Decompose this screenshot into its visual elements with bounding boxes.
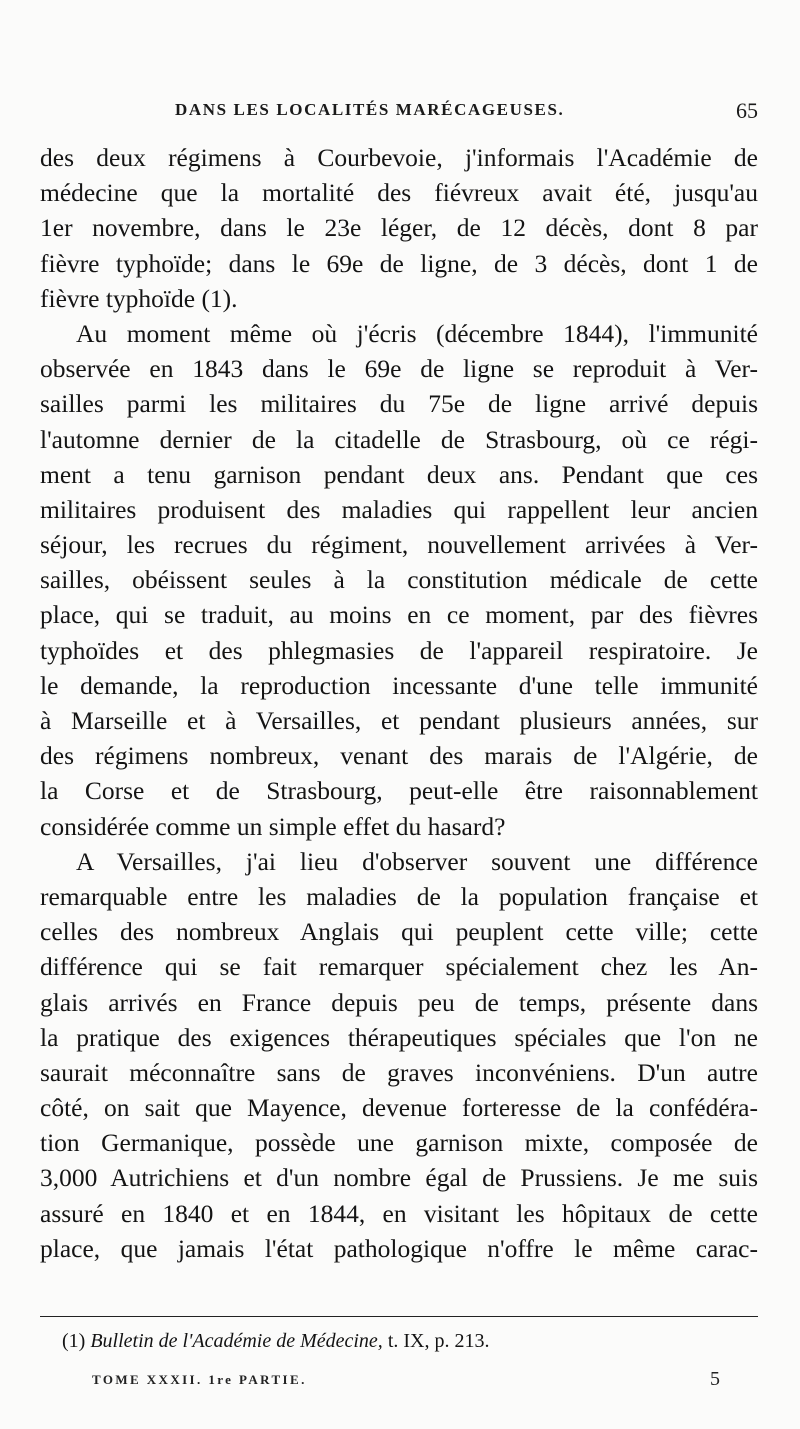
signature-line	[62, 1368, 760, 1398]
text-line: Au moment même où j'écris (décembre 1844), l'immunité	[76, 318, 758, 348]
text-line: médecine que la mortalité des fiévreux avait été, jusqu'au	[40, 178, 758, 208]
text-line: celles des nombreux Anglais qui peuplent cette ville; cette	[40, 917, 758, 947]
text-line: des deux régimens à Courbevoie, j'informais l'Académie de	[40, 143, 758, 172]
footnote-reference: t. IX, p. 213.	[387, 1330, 490, 1352]
footnote-title: Bulletin de l'Académie de Médecine,	[90, 1330, 383, 1352]
text-line: séjour, les recrues du régiment, nouvellement arrivées à Ver-	[40, 530, 758, 560]
text-line: différence qui se fait remarquer spécialement chez les An-	[40, 952, 758, 982]
text-line: militaires produisent des maladies qui rappellent leur ancien	[40, 494, 758, 524]
text-line: typhoïdes et des phlegmasies de l'appareil respiratoire. Je	[40, 635, 758, 665]
text-line: assuré en 1840 et en 1844, en visitant les hôpitaux de cette	[40, 1198, 758, 1228]
text-line: sailles parmi les militaires du 75e de ligne arrivé depuis	[40, 389, 758, 419]
text-line: 1er novembre, dans le 23e léger, de 12 décès, dont 8 par	[40, 213, 758, 243]
signature-number: 5	[710, 1368, 720, 1390]
text-line: observée en 1843 dans le 69e de ligne se reproduit à Ver-	[40, 354, 758, 384]
text-line: 3,000 Autrichiens et d'un nombre égal de Prussiens. Je me suis	[40, 1163, 758, 1193]
text-line: la pratique des exigences thérapeutiques spéciales que l'on ne	[40, 1022, 758, 1052]
text-line: la Corse et de Strasbourg, peut-elle être raisonnablement	[40, 776, 758, 806]
text-line: saurait méconnaître sans de graves inconvéniens. D'un autre	[40, 1057, 758, 1087]
text-line: fièvre typhoïde; dans le 69e de ligne, de 3 décès, dont 1 de	[40, 248, 758, 278]
text-line: A Versailles, j'ai lieu d'observer souvent une différence	[76, 846, 758, 876]
text-line: l'automne dernier de la citadelle de Strasbourg, où ce régi-	[40, 424, 758, 454]
text-line: fièvre typhoïde (1).	[40, 283, 238, 313]
footnote	[62, 1330, 489, 1353]
text-line: tion Germanique, possède une garnison mixte, composée de	[40, 1128, 758, 1158]
running-head	[40, 100, 760, 130]
text-line: le demande, la reproduction incessante d'une telle immunité	[40, 670, 758, 700]
text-line: ment a tenu garnison pendant deux ans. Pendant que ces	[40, 459, 758, 489]
signature-text: TOME XXXII. 1re PARTIE.	[92, 1372, 307, 1387]
text-line: des régimens nombreux, venant des marais de l'Algérie, de	[40, 741, 758, 771]
footnote-number: (1)	[62, 1330, 86, 1352]
footnote-rule	[40, 1316, 758, 1317]
text-line: à Marseille et à Versailles, et pendant plusieurs années, sur	[40, 706, 758, 735]
body-text	[40, 140, 758, 1266]
text-line: remarquable entre les maladies de la population française et	[40, 881, 758, 911]
text-line: place, que jamais l'état pathologique n'offre le même carac-	[40, 1233, 758, 1263]
text-line: considérée comme un simple effet du hasard?	[40, 811, 506, 841]
running-title: DANS LES LOCALITÉS MARÉCAGEUSES.	[175, 100, 565, 119]
text-line: côté, on sait que Mayence, devenue forteresse de la confédéra-	[40, 1093, 758, 1123]
text-line: place, qui se traduit, au moins en ce moment, par des fièvres	[40, 600, 758, 630]
text-line: glais arrivés en France depuis peu de temps, présente dans	[40, 987, 758, 1017]
page-number: 65	[736, 98, 758, 123]
text-line: sailles, obéissent seules à la constitution médicale de cette	[40, 565, 758, 595]
